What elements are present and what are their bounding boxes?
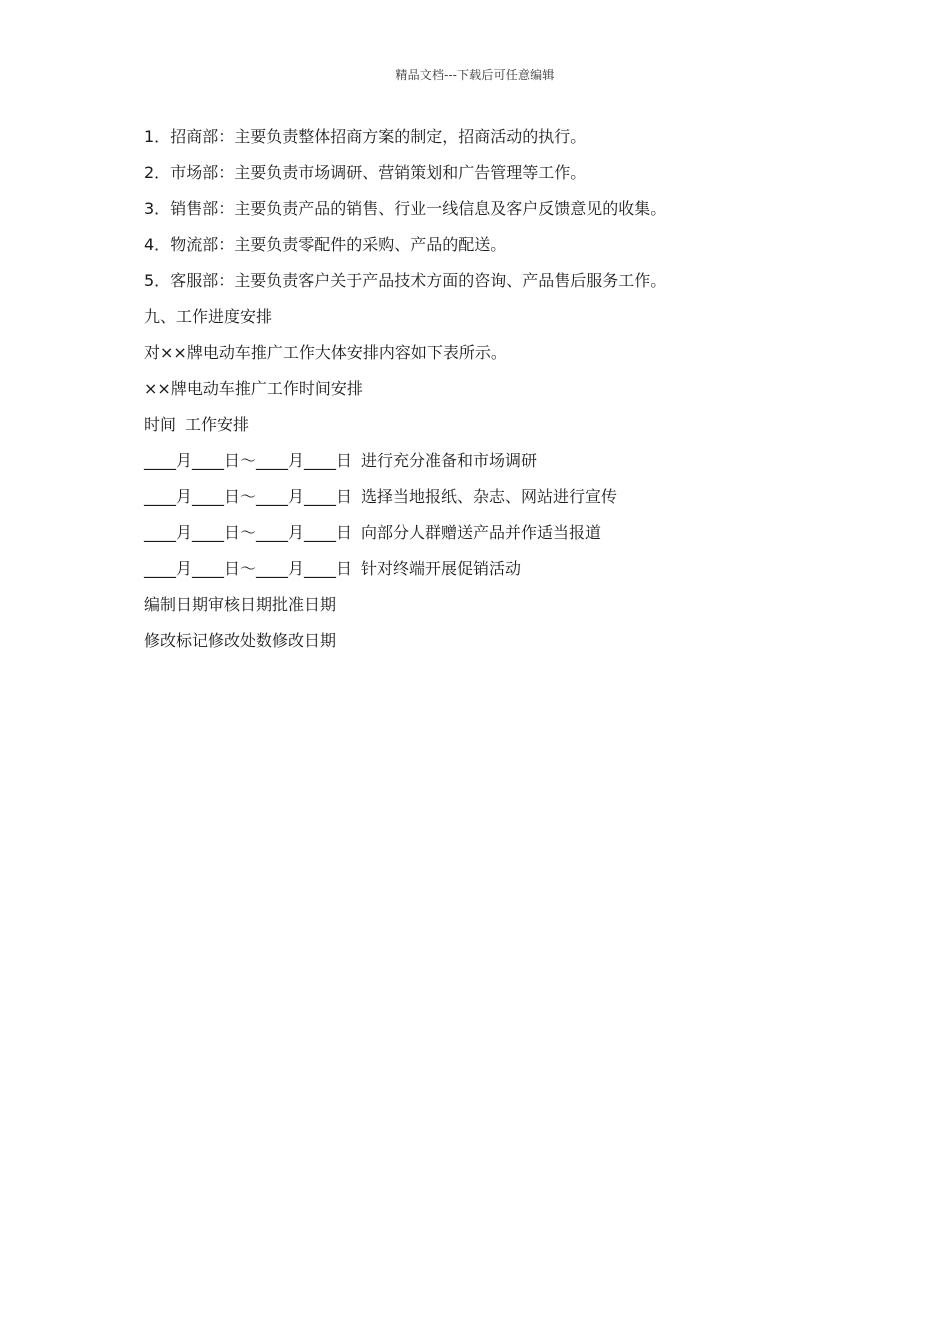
- approval-dates-line: 编制日期审核日期批准日期: [144, 595, 337, 614]
- schedule-task: 进行充分准备和市场调研: [361, 451, 538, 470]
- department-name: 物流部：: [170, 235, 235, 254]
- department-number: 1．: [144, 127, 171, 146]
- revision-record-line: 修改标记修改处数修改日期: [144, 631, 337, 650]
- table-header-row: [144, 413, 844, 449]
- department-item: [144, 161, 844, 197]
- department-description: 主要负责零配件的采购、产品的配送。: [234, 235, 507, 254]
- department-number: 5．: [144, 271, 171, 290]
- schedule-row: [144, 485, 844, 521]
- department-number: 3．: [144, 199, 171, 218]
- department-item: [144, 125, 844, 161]
- schedule-task: 针对终端开展促销活动: [361, 559, 522, 578]
- department-number: 4．: [144, 235, 171, 254]
- table-title: ××牌电动车推广工作时间安排: [144, 379, 363, 398]
- document-body: [144, 125, 844, 665]
- schedule-row: [144, 557, 844, 593]
- schedule-task: 向部分人群赠送产品并作适当报道: [361, 523, 602, 542]
- department-number: 2．: [144, 163, 171, 182]
- intro-paragraph: 对××牌电动车推广工作大体安排内容如下表所示。: [144, 343, 507, 362]
- table-header-time: 时间: [144, 415, 177, 434]
- department-name: 招商部：: [170, 127, 235, 146]
- page-header: 精品文档---下载后可任意编辑: [395, 68, 555, 82]
- department-name: 销售部：: [170, 199, 235, 218]
- department-description: 主要负责产品的销售、行业一线信息及客户反馈意见的收集。: [234, 199, 667, 218]
- department-description: 主要负责市场调研、营销策划和广告管理等工作。: [234, 163, 587, 182]
- schedule-time: ____月____日～____月____日: [144, 451, 353, 470]
- schedule-task: 选择当地报纸、杂志、网站进行宣传: [361, 487, 618, 506]
- department-description: 主要负责客户关于产品技术方面的咨询、产品售后服务工作。: [234, 271, 667, 290]
- schedule-row: [144, 521, 844, 557]
- schedule-row: [144, 449, 844, 485]
- department-name: 市场部：: [170, 163, 235, 182]
- department-item: [144, 197, 844, 233]
- section-heading: 九、工作进度安排: [144, 307, 273, 326]
- department-item: [144, 269, 844, 305]
- schedule-time: ____月____日～____月____日: [144, 523, 353, 542]
- department-name: 客服部：: [170, 271, 235, 290]
- table-header-task: 工作安排: [185, 415, 250, 434]
- department-description: 主要负责整体招商方案的制定，招商活动的执行。: [234, 127, 587, 146]
- schedule-time: ____月____日～____月____日: [144, 487, 353, 506]
- department-item: [144, 233, 844, 269]
- schedule-time: ____月____日～____月____日: [144, 559, 353, 578]
